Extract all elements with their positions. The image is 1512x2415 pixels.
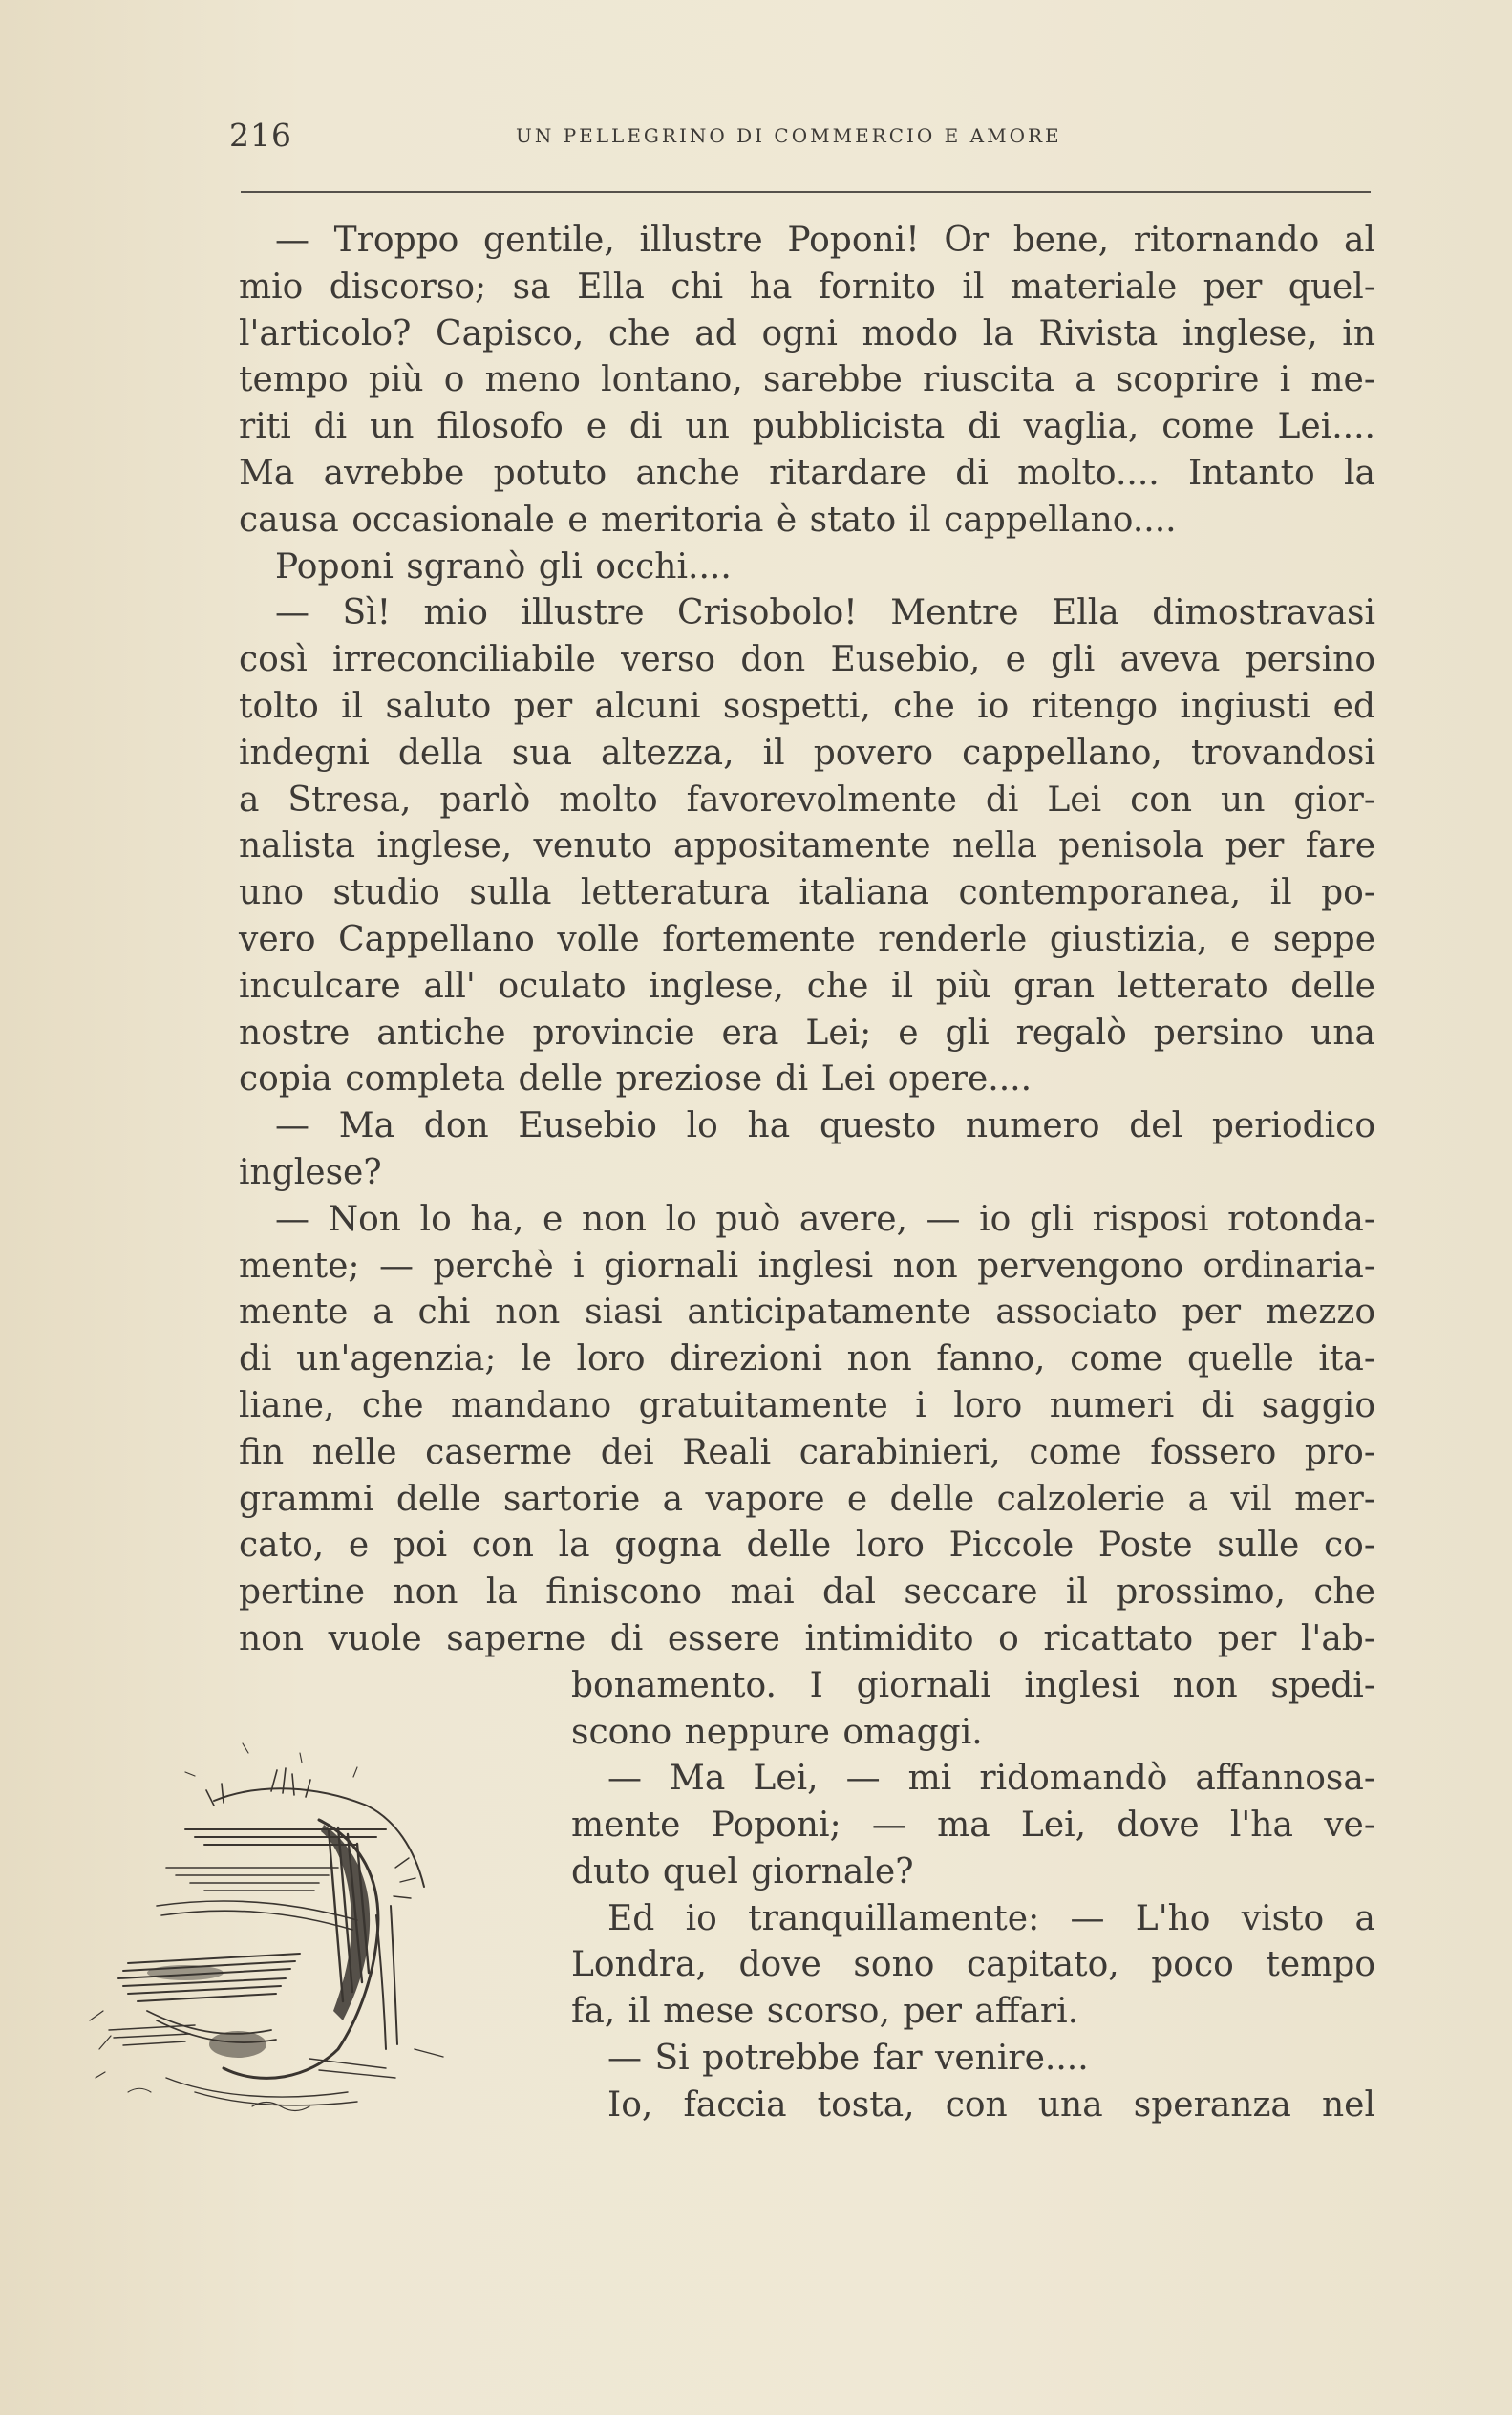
text-line: pertine non la finiscono mai dal seccare il prossimo, che bbox=[239, 1572, 1375, 1613]
text-line: grammi delle sartorie a vapore e delle calzolerie a vil mer- bbox=[239, 1479, 1375, 1519]
text-line: fin nelle caserme dei Reali carabinieri, come fossero pro- bbox=[239, 1432, 1375, 1472]
running-head bbox=[229, 117, 1366, 155]
text-line: cato, e poi con la gogna delle loro Piccole Poste sulle co- bbox=[239, 1526, 1375, 1566]
text-line: liane, che mandano gratuitamente i loro numeri di saggio bbox=[239, 1385, 1375, 1425]
text-line: copia completa delle preziose di Lei opere.... bbox=[239, 1059, 1033, 1100]
text-line: a Stresa, parlò molto favorevolmente di Lei con un gior- bbox=[239, 780, 1375, 820]
header-rule bbox=[241, 191, 1371, 193]
text-line: Ma avrebbe potuto anche ritardare di molto.... Intanto la bbox=[239, 453, 1375, 493]
text-line: l'articolo? Capisco, che ad ogni modo la Rivista inglese, in bbox=[239, 313, 1375, 353]
text-line: Poponi sgranò gli occhi.... bbox=[275, 546, 732, 587]
text-line: mio discorso; sa Ella chi ha fornito il materiale per quel- bbox=[239, 267, 1375, 307]
text-line: causa occasionale e meritoria è stato il cappellano.... bbox=[239, 500, 1177, 540]
text-line: mente; — perchè i giornali inglesi non pervengono ordinaria- bbox=[239, 1246, 1375, 1286]
text-line: tempo più o meno lontano, sarebbe riuscita a scoprire i me- bbox=[239, 360, 1375, 400]
text-line: vero Cappellano volle fortemente renderle giustizia, e seppe bbox=[239, 919, 1375, 959]
text-line: non vuole saperne di essere intimidito o ricattato per l'ab- bbox=[239, 1618, 1375, 1658]
text-line: Londra, dove sono capitato, poco tempo bbox=[571, 1945, 1375, 1985]
text-line: inglese? bbox=[239, 1152, 382, 1192]
text-line: riti di un filosofo e di un pubblicista di vaglia, come Lei.... bbox=[239, 407, 1375, 447]
text-line: uno studio sulla letteratura italiana contemporanea, il po- bbox=[239, 873, 1375, 913]
running-title: UN PELLEGRINO DI COMMERCIO E AMORE bbox=[516, 124, 1062, 147]
text-line: mente Poponi; — ma Lei, dove l'ha ve- bbox=[571, 1806, 1375, 1846]
text-line: — Troppo gentile, illustre Poponi! Or bene, ritornando al bbox=[275, 221, 1375, 260]
text-line: nalista inglese, venuto appositamente nella penisola per fare bbox=[239, 826, 1375, 866]
text-line: — Ma Lei, — mi ridomandò affannosa- bbox=[607, 1759, 1375, 1799]
text-line: mente a chi non siasi anticipatamente associato per mezzo bbox=[239, 1293, 1375, 1333]
text-line: Io, faccia tosta, con una speranza nel bbox=[607, 2084, 1375, 2125]
text-line: scono neppure omaggi. bbox=[571, 1712, 983, 1752]
text-line: nostre antiche provincie era Lei; e gli regalò persino una bbox=[239, 1013, 1375, 1053]
text-line: di un'agenzia; le loro direzioni non fanno, come quelle ita- bbox=[239, 1339, 1375, 1379]
text-line: — Si potrebbe far venire.... bbox=[607, 2039, 1089, 2079]
text-line: — Ma don Eusebio lo ha questo numero del periodico bbox=[275, 1106, 1375, 1146]
text-line: bonamento. I giornali inglesi non spedi- bbox=[571, 1665, 1375, 1705]
page-number: 216 bbox=[229, 117, 292, 154]
text-line: indegni della sua altezza, il povero cappellano, trovandosi bbox=[239, 733, 1375, 773]
text-line: duto quel giornale? bbox=[571, 1851, 914, 1891]
text-line: così irreconciliabile verso don Eusebio, e gli aveva persino bbox=[239, 640, 1375, 680]
pen-and-ink-vignette-icon bbox=[71, 1715, 548, 2126]
text-line: — Non lo ha, e non lo può avere, — io gli risposi rotonda- bbox=[275, 1199, 1375, 1239]
text-line: fa, il mese scorso, per affari. bbox=[571, 1992, 1079, 2032]
text-line: inculcare all' oculato inglese, che il più gran letterato delle bbox=[239, 966, 1375, 1006]
text-line: tolto il saluto per alcuni sospetti, che io ritengo ingiusti ed bbox=[239, 686, 1375, 726]
text-line: Ed io tranquillamente: — L'ho visto a bbox=[607, 1898, 1375, 1938]
text-line: — Sì! mio illustre Crisobolo! Mentre Ella dimostravasi bbox=[275, 593, 1375, 633]
